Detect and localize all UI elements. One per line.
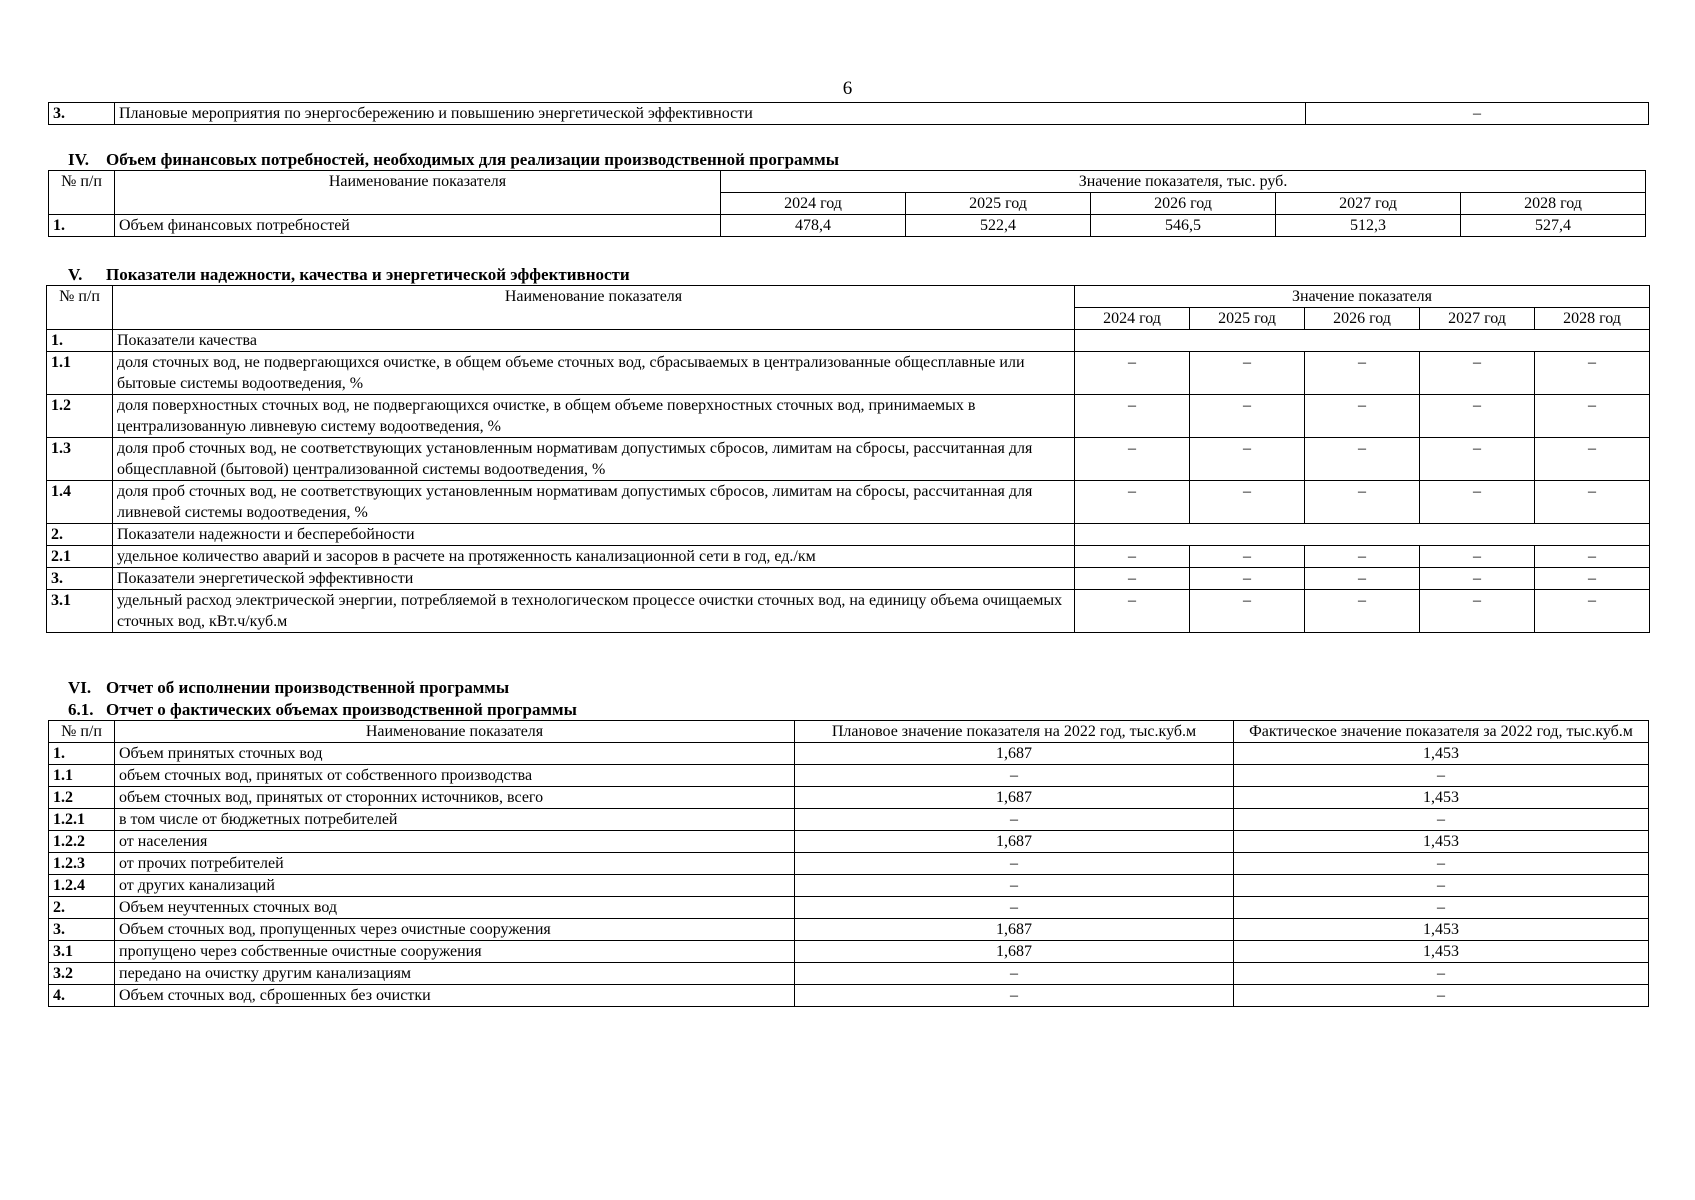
row-value: – bbox=[1075, 568, 1190, 590]
section-number: 6.1. bbox=[68, 700, 94, 719]
row-value: – bbox=[1075, 352, 1190, 395]
row-number: 1.1 bbox=[47, 352, 113, 395]
row-name: Показатели энергетической эффективности bbox=[113, 568, 1075, 590]
row-number: 1.2 bbox=[47, 395, 113, 438]
row-value: – bbox=[1190, 352, 1305, 395]
row-value: – bbox=[1535, 481, 1650, 524]
row-number: 1.2 bbox=[49, 787, 115, 809]
year-header: 2026 год bbox=[1091, 193, 1276, 215]
row-value: – bbox=[1190, 438, 1305, 481]
row-number: 1.3 bbox=[47, 438, 113, 481]
section-iv-table bbox=[48, 170, 1646, 237]
row-value: 478,4 bbox=[721, 215, 906, 237]
section-title: Отчет об исполнении производственной программы bbox=[106, 678, 510, 697]
row-plan: – bbox=[795, 963, 1234, 985]
row-value: – bbox=[1305, 546, 1420, 568]
row-name: Объем сточных вод, сброшенных без очистки bbox=[115, 985, 795, 1007]
row-fact: 1,453 bbox=[1234, 831, 1649, 853]
row-number: 3.1 bbox=[47, 590, 113, 633]
row-number: 1. bbox=[47, 330, 113, 352]
col-header-value: Значение показателя, тыс. руб. bbox=[721, 171, 1646, 193]
row-name: пропущено через собственные очистные сооружения bbox=[115, 941, 795, 963]
row-plan: – bbox=[795, 985, 1234, 1007]
table-row bbox=[47, 352, 1650, 395]
row-name: от других канализаций bbox=[115, 875, 795, 897]
row-name: Объем финансовых потребностей bbox=[115, 215, 721, 237]
section-iv-heading bbox=[48, 150, 839, 170]
section-vi-heading bbox=[48, 678, 509, 698]
row-number: 3. bbox=[47, 568, 113, 590]
row-value: – bbox=[1535, 438, 1650, 481]
row-plan: 1,687 bbox=[795, 919, 1234, 941]
table-row bbox=[47, 546, 1650, 568]
table-row bbox=[47, 330, 1650, 352]
row-name: от прочих потребителей bbox=[115, 853, 795, 875]
row-value: – bbox=[1306, 103, 1649, 125]
row-number: 3. bbox=[49, 103, 115, 125]
row-value: – bbox=[1075, 395, 1190, 438]
row-number: 2. bbox=[47, 524, 113, 546]
year-header: 2025 год bbox=[1190, 308, 1305, 330]
row-value: – bbox=[1190, 395, 1305, 438]
year-header: 2027 год bbox=[1276, 193, 1461, 215]
row-fact: – bbox=[1234, 985, 1649, 1007]
section-v-table bbox=[46, 285, 1650, 633]
table-row bbox=[49, 787, 1649, 809]
row-value: – bbox=[1305, 568, 1420, 590]
row-fact: 1,453 bbox=[1234, 941, 1649, 963]
row-value: 522,4 bbox=[906, 215, 1091, 237]
row-name: удельное количество аварий и засоров в расчете на протяженность канализационной сети в год, ед./км bbox=[113, 546, 1075, 568]
row-fact: – bbox=[1234, 897, 1649, 919]
table-row bbox=[49, 985, 1649, 1007]
table-row bbox=[49, 831, 1649, 853]
row-number: 1. bbox=[49, 743, 115, 765]
row-name: Плановые мероприятия по энергосбережению и повышению энергетической эффективности bbox=[115, 103, 1306, 125]
row-fact: – bbox=[1234, 809, 1649, 831]
row-value: – bbox=[1075, 546, 1190, 568]
row-name: Объем неучтенных сточных вод bbox=[115, 897, 795, 919]
row-plan: 1,687 bbox=[795, 831, 1234, 853]
page-number: 6 bbox=[842, 78, 853, 99]
row-fact: 1,453 bbox=[1234, 787, 1649, 809]
row-number: 3.1 bbox=[49, 941, 115, 963]
row-name: доля проб сточных вод, не соответствующих установленным нормативам допустимых сбросов, лимитам на сбросы, рассчитанная для общесплавной (бытовой) централизованной системы водоотведения, % bbox=[113, 438, 1075, 481]
row-value: – bbox=[1535, 568, 1650, 590]
row-name: от населения bbox=[115, 831, 795, 853]
row-value: – bbox=[1075, 438, 1190, 481]
table-row bbox=[49, 875, 1649, 897]
section-vi-table bbox=[48, 720, 1649, 1007]
row-value: – bbox=[1535, 352, 1650, 395]
row-number: 1.2.1 bbox=[49, 809, 115, 831]
table-row bbox=[49, 743, 1649, 765]
row-number: 3. bbox=[49, 919, 115, 941]
row-name: доля проб сточных вод, не соответствующих установленным нормативам допустимых сбросов, лимитам на сбросы, рассчитанная для ливневой системы водоотведения, % bbox=[113, 481, 1075, 524]
col-header-name: Наименование показателя bbox=[115, 171, 721, 215]
section-number: V. bbox=[68, 265, 83, 284]
row-plan: – bbox=[795, 765, 1234, 787]
row-value: – bbox=[1305, 481, 1420, 524]
row-name: Объем принятых сточных вод bbox=[115, 743, 795, 765]
row-name: Показатели надежности и бесперебойности bbox=[113, 524, 1075, 546]
row-value: 546,5 bbox=[1091, 215, 1276, 237]
row-value: – bbox=[1420, 568, 1535, 590]
year-header: 2026 год bbox=[1305, 308, 1420, 330]
row-number: 1.2.2 bbox=[49, 831, 115, 853]
col-header-fact: Фактическое значение показателя за 2022 год, тыс.куб.м bbox=[1234, 721, 1649, 743]
row-fact: – bbox=[1234, 963, 1649, 985]
table-row bbox=[49, 215, 1646, 237]
row-value: – bbox=[1190, 546, 1305, 568]
row-number: 2. bbox=[49, 897, 115, 919]
table-row bbox=[49, 103, 1649, 125]
row-value: – bbox=[1420, 546, 1535, 568]
row-plan: 1,687 bbox=[795, 941, 1234, 963]
row-value: – bbox=[1535, 546, 1650, 568]
row-plan: 1,687 bbox=[795, 787, 1234, 809]
row-plan: – bbox=[795, 875, 1234, 897]
row-name: удельный расход электрической энергии, потребляемой в технологическом процессе очистки сточных вод, на единицу объема очищаемых сточных вод, кВт.ч/куб.м bbox=[113, 590, 1075, 633]
year-header: 2028 год bbox=[1535, 308, 1650, 330]
row-plan: 1,687 bbox=[795, 743, 1234, 765]
group-empty-cell bbox=[1075, 330, 1650, 352]
year-header: 2024 год bbox=[721, 193, 906, 215]
row-name: в том числе от бюджетных потребителей bbox=[115, 809, 795, 831]
table-row bbox=[47, 590, 1650, 633]
row-value: – bbox=[1305, 438, 1420, 481]
row-number: 1.4 bbox=[47, 481, 113, 524]
row-value: – bbox=[1075, 481, 1190, 524]
table-row bbox=[49, 963, 1649, 985]
table-row bbox=[49, 897, 1649, 919]
row-name: объем сточных вод, принятых от собственного производства bbox=[115, 765, 795, 787]
row-fact: – bbox=[1234, 853, 1649, 875]
table-row bbox=[49, 809, 1649, 831]
row-value: – bbox=[1190, 481, 1305, 524]
row-plan: – bbox=[795, 809, 1234, 831]
section-6-1-heading bbox=[48, 700, 577, 720]
table-row bbox=[47, 568, 1650, 590]
row-plan: – bbox=[795, 897, 1234, 919]
row-value: – bbox=[1420, 395, 1535, 438]
table-row bbox=[49, 853, 1649, 875]
table-row bbox=[49, 919, 1649, 941]
row-name: объем сточных вод, принятых от сторонних источников, всего bbox=[115, 787, 795, 809]
row-name: доля поверхностных сточных вод, не подвергающихся очистке, в общем объеме поверхностных сточных вод, принимаемых в централизованную ливневую систему водоотведения, % bbox=[113, 395, 1075, 438]
table-row bbox=[47, 481, 1650, 524]
row-value: – bbox=[1420, 590, 1535, 633]
col-header-value: Значение показателя bbox=[1075, 286, 1650, 308]
year-header: 2024 год bbox=[1075, 308, 1190, 330]
row-name: Показатели качества bbox=[113, 330, 1075, 352]
row-number: 1.2.3 bbox=[49, 853, 115, 875]
col-header-number: № п/п bbox=[49, 721, 115, 743]
row-fact: – bbox=[1234, 765, 1649, 787]
col-header-number: № п/п bbox=[47, 286, 113, 330]
row-value: – bbox=[1190, 590, 1305, 633]
row-fact: – bbox=[1234, 875, 1649, 897]
row-value: – bbox=[1305, 590, 1420, 633]
row-plan: – bbox=[795, 853, 1234, 875]
row-value: – bbox=[1535, 395, 1650, 438]
table-row bbox=[47, 524, 1650, 546]
section-number: IV. bbox=[68, 150, 89, 169]
row-value: – bbox=[1305, 352, 1420, 395]
row-number: 4. bbox=[49, 985, 115, 1007]
row-value: – bbox=[1190, 568, 1305, 590]
section3-table bbox=[48, 102, 1649, 125]
row-number: 2.1 bbox=[47, 546, 113, 568]
row-value: 527,4 bbox=[1461, 215, 1646, 237]
table-row bbox=[49, 941, 1649, 963]
col-header-name: Наименование показателя bbox=[115, 721, 795, 743]
row-value: – bbox=[1305, 395, 1420, 438]
table-row bbox=[47, 438, 1650, 481]
row-value: – bbox=[1420, 438, 1535, 481]
section-title: Объем финансовых потребностей, необходимых для реализации производственной программы bbox=[106, 150, 839, 169]
row-value: 512,3 bbox=[1276, 215, 1461, 237]
table-row bbox=[47, 395, 1650, 438]
row-number: 1.2.4 bbox=[49, 875, 115, 897]
col-header-number: № п/п bbox=[49, 171, 115, 215]
year-header: 2027 год bbox=[1420, 308, 1535, 330]
section-v-heading bbox=[48, 265, 630, 285]
row-value: – bbox=[1420, 481, 1535, 524]
section-title: Показатели надежности, качества и энергетической эффективности bbox=[106, 265, 630, 284]
group-empty-cell bbox=[1075, 524, 1650, 546]
section-title: Отчет о фактических объемах производственной программы bbox=[106, 700, 577, 719]
section-number: VI. bbox=[68, 678, 92, 697]
row-number: 1. bbox=[49, 215, 115, 237]
table-row bbox=[49, 765, 1649, 787]
year-header: 2025 год bbox=[906, 193, 1091, 215]
row-fact: 1,453 bbox=[1234, 919, 1649, 941]
row-value: – bbox=[1535, 590, 1650, 633]
row-value: – bbox=[1420, 352, 1535, 395]
col-header-plan: Плановое значение показателя на 2022 год, тыс.куб.м bbox=[795, 721, 1234, 743]
row-number: 3.2 bbox=[49, 963, 115, 985]
year-header: 2028 год bbox=[1461, 193, 1646, 215]
row-name: Объем сточных вод, пропущенных через очистные сооружения bbox=[115, 919, 795, 941]
row-name: передано на очистку другим канализациям bbox=[115, 963, 795, 985]
row-fact: 1,453 bbox=[1234, 743, 1649, 765]
col-header-name: Наименование показателя bbox=[113, 286, 1075, 330]
row-number: 1.1 bbox=[49, 765, 115, 787]
row-name: доля сточных вод, не подвергающихся очистке, в общем объеме сточных вод, сбрасываемых в централизованные общесплавные или бытовые системы водоотведения, % bbox=[113, 352, 1075, 395]
row-value: – bbox=[1075, 590, 1190, 633]
